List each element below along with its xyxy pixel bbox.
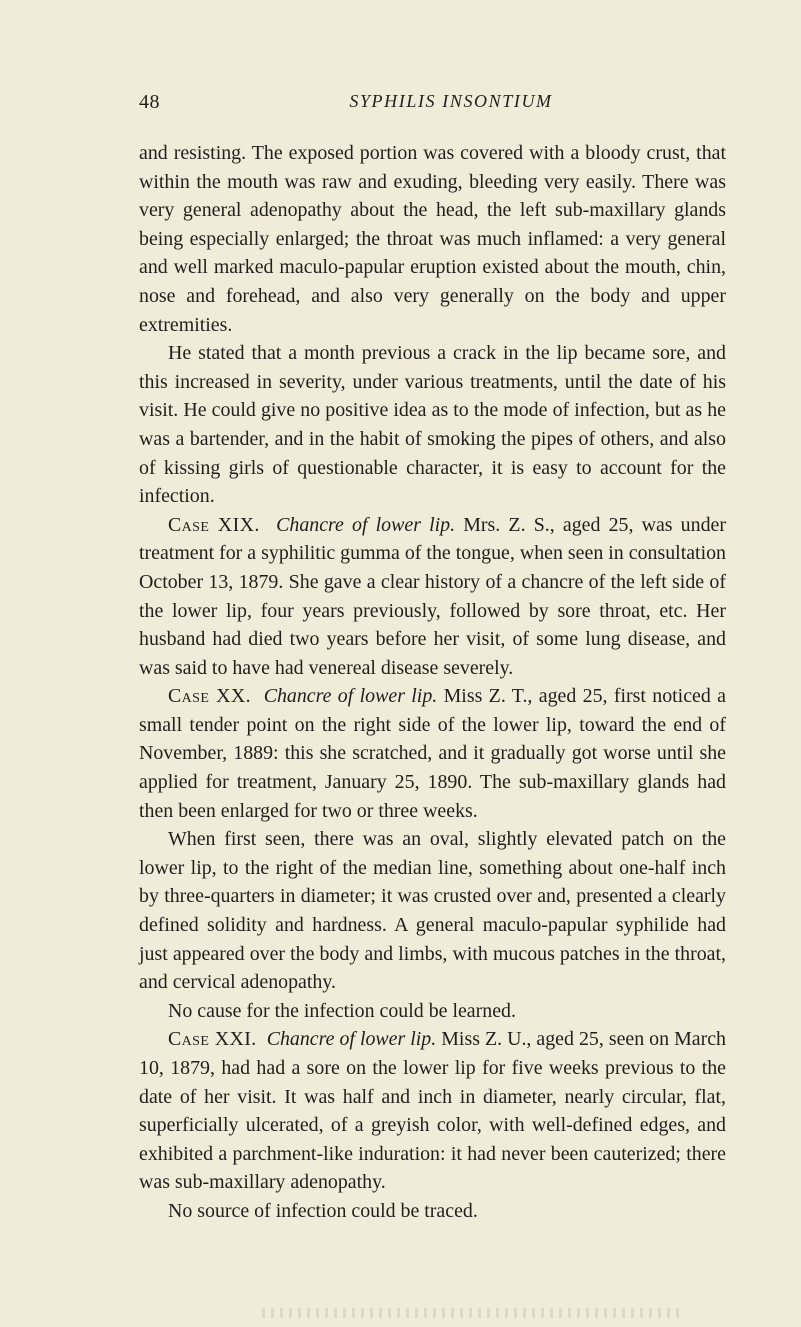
paragraph-text: No source of infection could be traced. [168, 1199, 478, 1222]
case-label: Case XX. [168, 685, 251, 708]
case-title: Chancre of lower lip. [263, 685, 438, 708]
running-head [139, 91, 723, 121]
paragraph-text: He stated that a month previous a crack in the lip became sore, and this increased in severity, under various treatments, until the date of his visit. He could give no positive idea as to the mode of infection, but as he was a bartender, and in the habit of smoking the pipes of others, and also of kissing girls of questionable character, it is easy to account for the infection. [139, 342, 726, 508]
paragraph-continuation [139, 139, 726, 339]
running-head-title: SYPHILIS INSONTIUM [349, 91, 553, 111]
case-title: Chancre of lower lip. [276, 513, 456, 536]
paragraph-text: Miss Z. U., aged 25, seen on March 10, 1879, had had a sore on the lower lip for five weeks previous to the date of her visit. It was half and inch in diameter, nearly circular, flat, superficially ulcerated, of a greyish color, with well-defined edges, and exhibited a parchment-like induration: it had never been cauterized; there was sub-maxillary adenopathy. [139, 1028, 726, 1194]
case-title: Chancre of lower lip. [266, 1028, 437, 1051]
paragraph-case-xxi [139, 1025, 726, 1197]
paragraph-text: When first seen, there was an oval, slightly elevated patch on the lower lip, to the right of the median line, something about one-half inch by three-quarters in diameter; it was crusted over and, presented a clearly defined solidity and hardness. A general maculo-papular syphilide had just appeared over the body and limbs, with mucous patches in the throat, and cervical adenopathy. [139, 828, 726, 994]
paragraph-text: Mrs. Z. S., aged 25, was under treatment for a syphilitic gumma of the tongue, when seen in consultation October 13, 1879. She gave a clear history of a chancre of the left side of the lower lip, four years previously, followed by sore throat, etc. Her husband had died two years before her visit, of some lung disease, and was said to have had venereal disease severely. [139, 513, 726, 679]
paragraph-first-seen [139, 825, 726, 997]
page-number: 48 [139, 91, 160, 113]
paragraph-case-xx [139, 682, 726, 825]
paragraph-no-source [139, 1197, 726, 1226]
paragraph-history [139, 339, 726, 511]
paragraph-no-cause [139, 997, 726, 1026]
body-text [139, 139, 726, 1226]
paragraph-case-xix [139, 511, 726, 683]
paragraph-text: and resisting. The exposed portion was covered with a bloody crust, that within the mouth was raw and exuding, bleeding very easily. There was very general adenopathy about the head, the left sub-maxillary glands being especially enlarged; the throat was much inflamed: a very general and well marked maculo-papular eruption existed about the mouth, chin, nose and forehead, and also very generally on the body and upper extremities. [139, 142, 726, 336]
case-label: Case XXI. [168, 1028, 257, 1051]
paragraph-text: Miss Z. T., aged 25, first noticed a small tender point on the right side of the lower lip, toward the end of November, 1889: this she scratched, and it gradually got worse until she applied for treatment, January 25, 1890. The sub-maxillary glands had then been enlarged for two or three weeks. [139, 685, 726, 822]
show-through-smudge [262, 1308, 682, 1318]
case-label: Case XIX. [168, 513, 260, 536]
paragraph-text: No cause for the infection could be learned. [168, 999, 516, 1022]
